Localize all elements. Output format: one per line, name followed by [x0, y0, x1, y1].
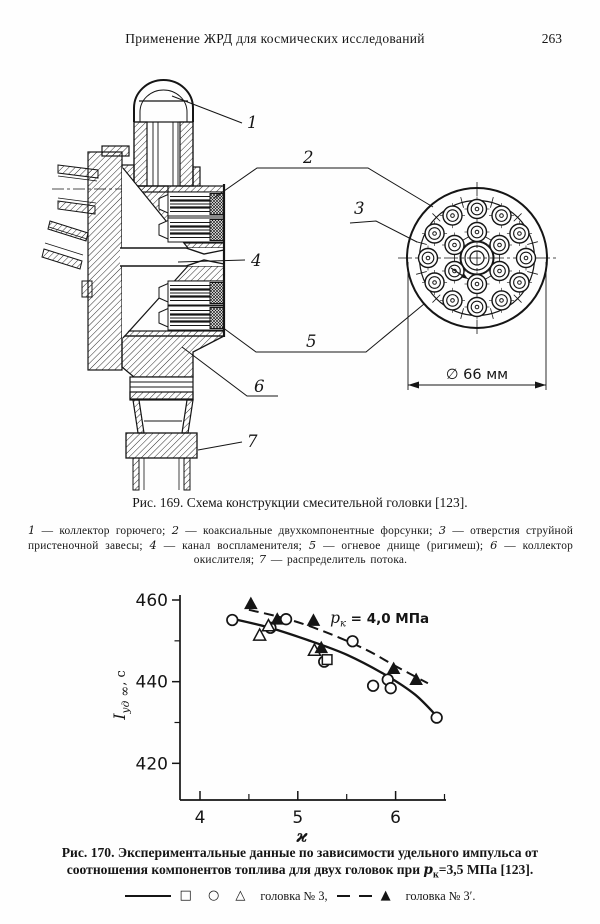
injector — [465, 220, 490, 245]
svg-text:6: 6 — [390, 808, 402, 828]
fig169-drawing — [40, 75, 580, 495]
dimension-label: ∅ 66 мм — [445, 367, 509, 383]
point-circle — [368, 680, 379, 691]
point-triangle-filled — [244, 597, 258, 609]
injector — [487, 233, 512, 258]
legend-head3p-label: головка № 3′. — [405, 888, 476, 903]
fig170-caption-line2: соотношения компонентов топлива для двух головок при $p_к=3,5$ МПа [123]. — [66, 861, 534, 881]
legend-solid-line — [125, 895, 171, 897]
fig170-caption-line1: Рис. 170. Экспериментальные данные по зависимости удельного импульса от — [61, 845, 539, 860]
callout-2: 2 — [303, 148, 314, 167]
legend-item: 6 — коллектор окислителя; — [193, 537, 573, 566]
callout-1: 1 — [247, 113, 258, 132]
injector — [465, 295, 490, 320]
cross-section — [42, 80, 224, 490]
point-circle — [227, 615, 238, 626]
injector — [440, 203, 465, 228]
coax-injector-row — [159, 192, 224, 216]
fig169-caption: Рис. 169. Схема конструкции смесительной головки [123]. — [132, 495, 468, 510]
fig170-caption — [22, 845, 578, 904]
fig169-legend — [28, 524, 573, 567]
callout-5: 5 — [306, 332, 317, 351]
callout-6: 6 — [254, 377, 265, 396]
running-head — [0, 31, 600, 49]
legend-item: 5 — огневое днище (ригимеш); — [308, 537, 491, 552]
coax-injector-row — [159, 281, 224, 305]
svg-text:4: 4 — [194, 808, 206, 828]
point-circle — [385, 683, 396, 694]
callout-7: 7 — [247, 432, 258, 451]
injector — [489, 203, 514, 228]
injector — [487, 259, 512, 284]
point-circle — [431, 712, 442, 723]
svg-text:5: 5 — [292, 808, 304, 828]
injector — [465, 197, 490, 222]
legend-item: 7 — распределитель потока. — [258, 551, 408, 566]
point-triangle-filled — [307, 613, 321, 625]
fig170-legend — [22, 888, 578, 905]
injector — [507, 221, 532, 246]
legend-head3-label: головка № 3, — [260, 888, 328, 903]
legend-filled-marker: ▲ — [380, 887, 397, 903]
injector — [514, 246, 539, 271]
injector — [440, 288, 465, 313]
y-axis-label: $I_{уд}$ ∞$^{, с}$ — [110, 670, 133, 720]
legend-item: 1 — коллектор горючего; — [28, 523, 172, 538]
injector — [507, 270, 532, 295]
coax-injector-row — [159, 218, 224, 242]
fig170-chart-area — [95, 583, 475, 845]
callout-3: 3 — [354, 199, 365, 218]
oxidizer-manifold-body — [122, 336, 224, 377]
chart-annotation: $p_к = 4,0$ МПа — [330, 608, 430, 630]
flow-distributor — [126, 433, 197, 458]
point-square — [322, 655, 332, 665]
point-circle — [347, 636, 358, 647]
injector — [422, 221, 447, 246]
legend-open-markers: □ ○ △ — [179, 887, 252, 903]
callout-4: 4 — [251, 251, 262, 270]
legend-item: 4 — канал воспламенителя; — [149, 537, 309, 552]
fuel-manifold-plate — [88, 152, 122, 370]
face-view — [398, 182, 556, 334]
x-axis-label: ϰ — [296, 827, 308, 845]
legend-item: 2 — коаксиальные двухкомпонентные форсунки; — [171, 523, 439, 538]
fig170-chart — [95, 583, 475, 845]
page-number: 263 — [541, 31, 562, 46]
injector — [442, 233, 467, 258]
svg-text:460: 460 — [135, 591, 168, 611]
running-title: Применение ЖРД для космических исследований — [125, 31, 425, 46]
legend-item: 3 — отверстия струйной пристеночной завесы; — [28, 523, 574, 552]
legend-dashed-line — [337, 895, 350, 897]
svg-text:440: 440 — [135, 672, 168, 693]
injector — [416, 246, 441, 271]
svg-text:420: 420 — [135, 754, 168, 775]
injector — [489, 288, 514, 313]
injector — [465, 272, 490, 297]
curve-solid — [232, 619, 437, 717]
coax-injector-row — [159, 306, 224, 330]
injector — [422, 270, 447, 295]
